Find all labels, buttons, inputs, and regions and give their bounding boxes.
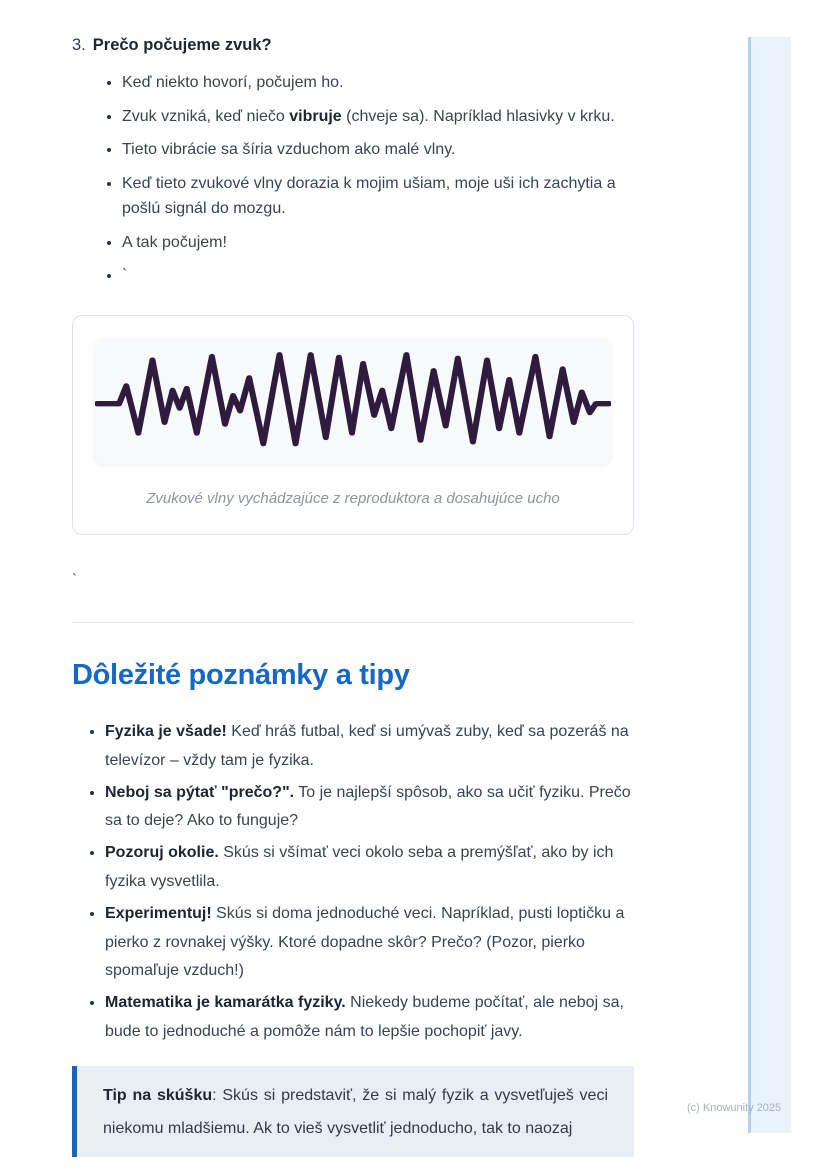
note-bold-lead: Neboj sa pýtať "prečo?". (105, 783, 295, 801)
list-item (122, 171, 634, 222)
list-item (105, 989, 634, 1047)
document-page (72, 34, 634, 1157)
figure-card (72, 315, 634, 535)
list-item (122, 263, 634, 289)
bullet-text: (chveje sa). Napríklad hlasivky v krku. (341, 107, 615, 125)
tip-text: : Skús si predstaviť, že si malý fyzik a vysvetľuješ veci niekomu mladšiemu. Ak to vieš vysvetliť jednoducho, tak to naozaj (103, 1086, 609, 1137)
note-bold-lead: Matematika je kamarátka fyziky. (105, 994, 346, 1012)
list-item (122, 230, 634, 256)
note-text: Keď hráš futbal, keď si umývaš zuby, keď sa pozeráš na televízor – vždy tam je fyzika. (105, 723, 629, 769)
note-text: Niekedy budeme počítať, ale neboj sa, bude to jednoduché a pomôže nám to lepšie pochopiť javy. (105, 994, 624, 1041)
notes-bullet-list (72, 718, 634, 1047)
question-title: Prečo počujeme zvuk? (92, 36, 272, 54)
list-item (122, 104, 634, 130)
bullet-text: ` (122, 267, 128, 285)
copyright-watermark: (c) Knowunity 2025 (687, 1102, 782, 1114)
list-item (105, 779, 634, 837)
note-bold-lead: Pozoruj okolie. (105, 844, 219, 862)
note-text: To je najlepší spôsob, ako sa učiť fyziku. Prečo sa to deje? Ako to funguje? (105, 783, 631, 830)
note-bold-lead: Experimentuj! (105, 904, 212, 922)
tip-label: Tip na skúšku (103, 1086, 213, 1104)
bullet-bold-text: vibruje (289, 107, 342, 125)
question-number: 3. (72, 36, 86, 54)
note-text: Skús si všímať veci okolo seba a premýšľať, ako by ich fyzika vysvetlila. (105, 844, 614, 891)
waveform-panel (95, 338, 611, 464)
right-sidebar-strip (748, 37, 791, 1133)
question-bullet-list (72, 70, 634, 289)
stray-backtick-text: ` (72, 571, 77, 589)
bullet-text: Zvuk vzniká, keď niečo (122, 107, 290, 125)
list-item (122, 70, 634, 96)
bullet-text: Keď tieto zvukové vlny dorazia k mojim ušiam, moje uši ich zachytia a pošlú signál do mozgu. (122, 174, 616, 218)
bullet-text: A tak počujem! (122, 233, 227, 251)
list-item (105, 900, 634, 986)
list-item (105, 718, 634, 776)
exam-tip-callout (72, 1066, 634, 1158)
section-divider (72, 622, 634, 623)
note-bold-lead: Fyzika je všade! (105, 723, 227, 741)
bullet-text: Tieto vibrácie sa šíria vzduchom ako malé vlny. (122, 141, 456, 159)
list-item (105, 839, 634, 897)
list-item (122, 137, 634, 163)
notes-section-heading: Dôležité poznámky a tipy (72, 659, 410, 692)
note-text: Skús si doma jednoduché veci. Napríklad, pusti loptičku a pierko z rovnakej výšky. Ktoré dopadne skôr? Prečo? (Pozor, pierko spomaľuje vzduch!) (105, 904, 625, 980)
sound-waveform-icon (95, 345, 611, 457)
bullet-text: Keď niekto hovorí, počujem ho. (122, 73, 344, 91)
question-item-3 (72, 34, 634, 58)
figure-caption: Zvukové vlny vychádzajúce z reproduktora a dosahujúce ucho (146, 490, 560, 508)
